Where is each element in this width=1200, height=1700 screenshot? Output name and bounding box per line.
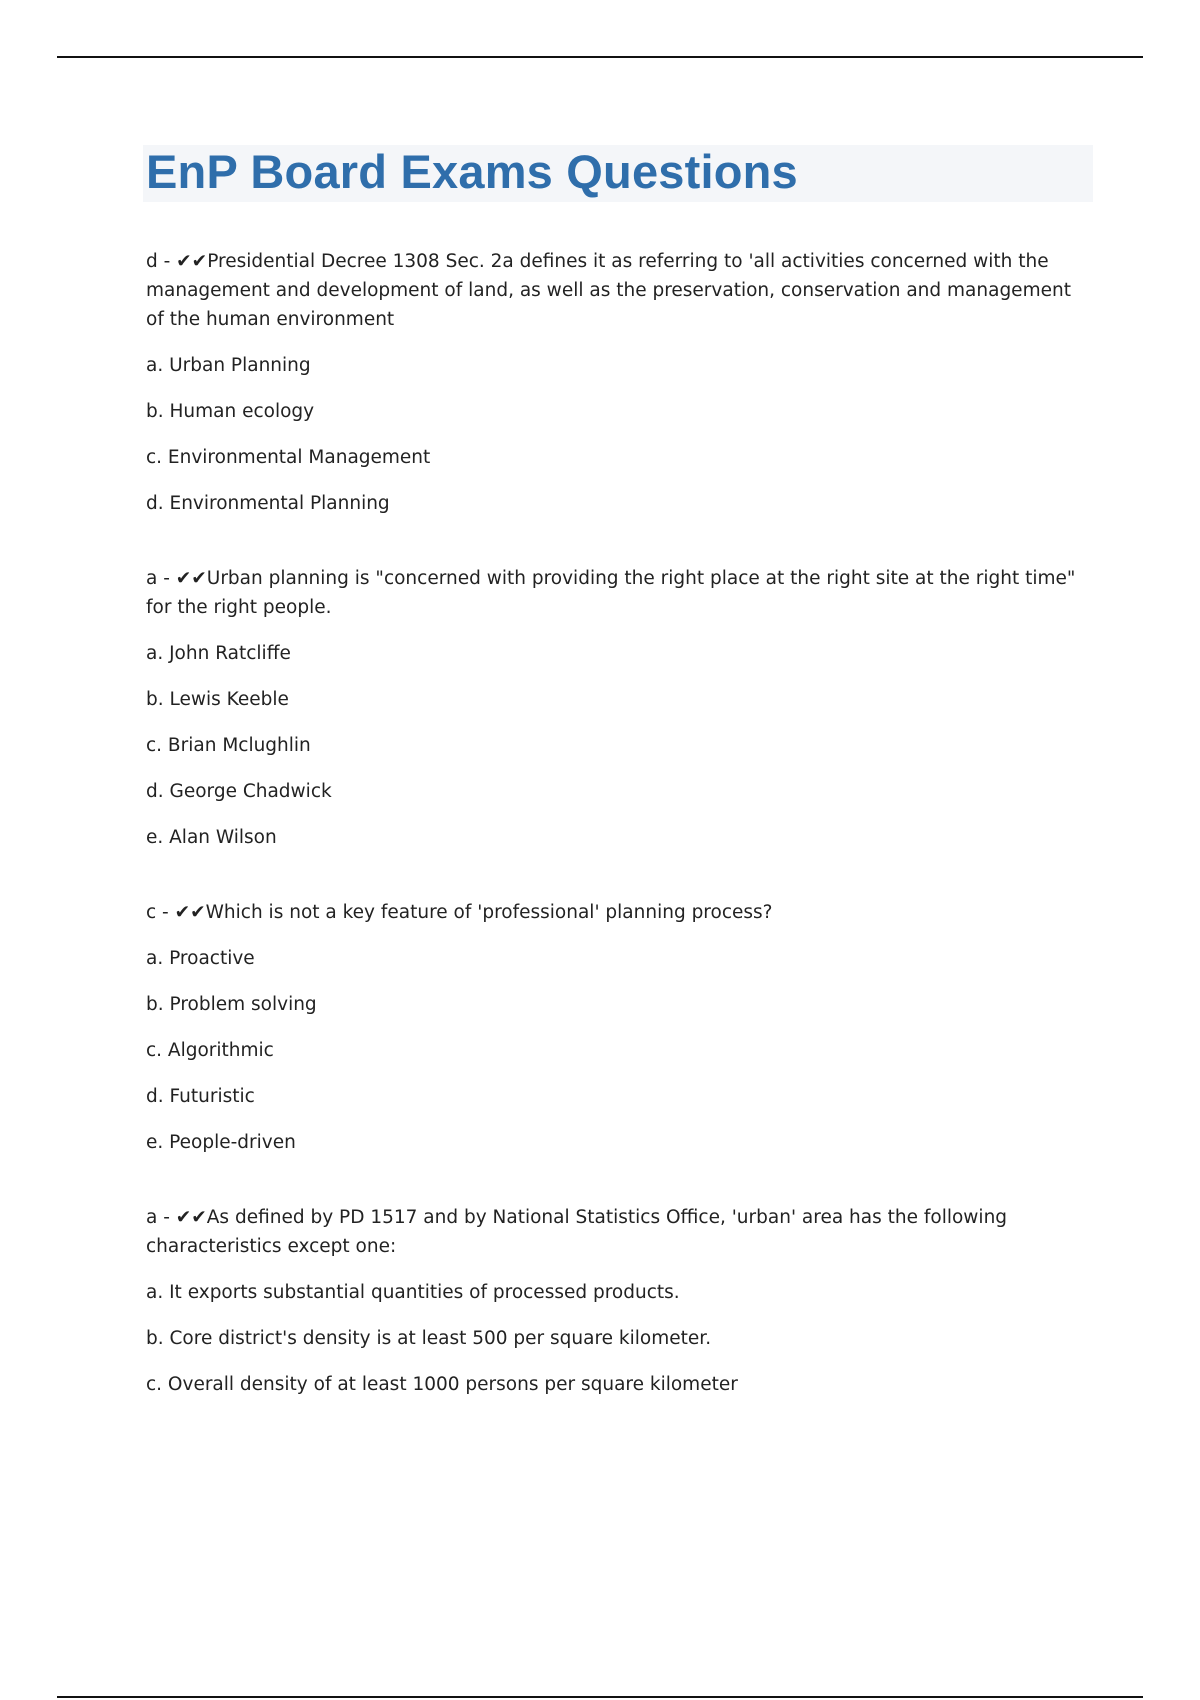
answer-option: b. Lewis Keeble [146,689,289,710]
question-text [146,247,1091,334]
answer-option: a. It exports substantial quantities of processed products. [146,1282,680,1303]
answer-option: b. Core district's density is at least 500 per square kilometer. [146,1328,712,1349]
answer-key: a - ✔✔ [146,568,207,589]
answer-key: d - ✔✔ [146,251,208,272]
page-title: EnP Board Exams Questions [146,145,798,198]
question-text [146,564,1091,622]
question-stem: Which is not a key feature of 'professional' planning process? [205,902,773,923]
answer-option: c. Environmental Management [146,447,431,468]
question-stem: As defined by PD 1517 and by National Statistics Office, 'urban' area has the following characteristics except one: [146,1207,1008,1257]
question-text [146,1203,1091,1261]
answer-option: c. Algorithmic [146,1040,274,1061]
answer-option: a. John Ratcliffe [146,643,291,664]
answer-option: a. Urban Planning [146,355,311,376]
answer-option: e. People-driven [146,1132,296,1153]
answer-option: c. Overall density of at least 1000 persons per square kilometer [146,1374,738,1395]
answer-option: e. Alan Wilson [146,827,277,848]
answer-option: d. Environmental Planning [146,493,390,514]
answer-option: b. Human ecology [146,401,315,422]
answer-option: d. Futuristic [146,1086,255,1107]
answer-option: c. Brian Mclughlin [146,735,311,756]
question-stem: Urban planning is "concerned with providing the right place at the right site at the right time" for the right people. [146,568,1076,618]
answer-option: d. George Chadwick [146,781,332,802]
question-block-2 [146,564,1091,852]
top-rule [57,56,1143,58]
answer-key: a - ✔✔ [146,1207,207,1228]
question-stem: Presidential Decree 1308 Sec. 2a defines it as referring to 'all activities concerned with the management and development of land, as well as the preservation, conservation and management of the human environment [146,251,1071,330]
answer-option: b. Problem solving [146,994,317,1015]
questions-list [146,247,1091,1445]
bottom-rule [57,1696,1143,1698]
answer-key: c - ✔✔ [146,902,206,923]
question-block-3 [146,898,1091,1157]
question-text [146,898,1091,927]
question-block-1 [146,247,1091,518]
answer-option: a. Proactive [146,948,255,969]
question-block-4 [146,1203,1091,1399]
